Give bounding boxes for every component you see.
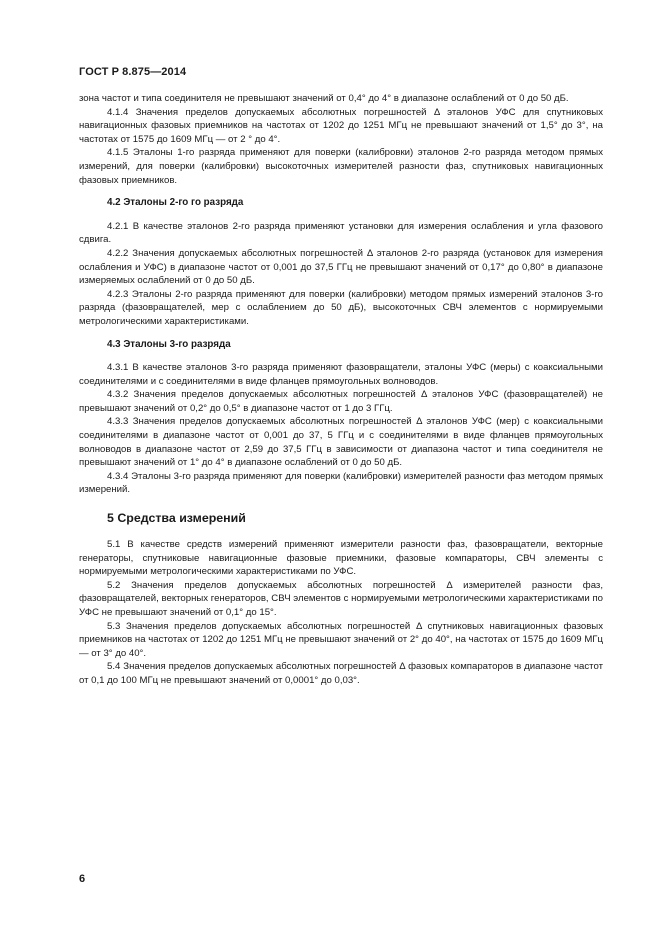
paragraph-4-3-3: 4.3.3 Значения пределов допускаемых абсолютных погрешностей Δ эталонов УФС (мер) с коаксиальными соединителями в диапазоне частот от 0,001 до 37, 5 ГГц и с соединителями в виде фланцев прямоугольных волноводов в диапазоне частот от 2,59 до 37,5 ГГц в зависимости от диапазона частот и типа соединителя не превышают значений от 1° до 4° в диапазоне ослаблений от 0 до 50 дБ. [79, 416, 603, 469]
subsection-heading-4-2: 4.2 Эталоны 2-го го разряда [107, 197, 244, 209]
paragraph-4-2-2: 4.2.2 Значения допускаемых абсолютных погрешностей Δ эталонов 2-го разряда (установок для измерения ослабления и УФС) в диапазоне частот от 0,001 до 37,5 ГГц не превышают значений от 0,17° до 0,80° в диапазоне измеряемых ослаблений от 0 до 50 дБ. [79, 247, 603, 287]
paragraph-4-3-2: 4.3.2 Значения пределов допускаемых абсолютных погрешностей Δ эталонов УФС (фазовращателей) не превышают значений от 0,2° до 0,5° в диапазоне частот от 1 до 3 ГГц. [79, 389, 603, 414]
paragraph-4-2-3: 4.2.3 Эталоны 2-го разряда применяют для поверки (калибровки) методом прямых измерений эталонов 3-го разряда (фазовращателей, мер с ослаблением до 50 дБ), высокоточных СВЧ элементов с нормируемыми метрологическими характеристиками. [79, 288, 603, 327]
page-content [79, 92, 603, 688]
paragraph-4-3-1: 4.3.1 В качестве эталонов 3-го разряда применяют фазовращатели, эталоны УФС (меры) с коаксиальными соединителями и с соединителями в виде фланцев прямоугольных волноводов. [79, 362, 603, 387]
paragraph-5-3: 5.3 Значения пределов допускаемых абсолютных погрешностей Δ спутниковых навигационных фазовых приемников на частотах от 1202 до 1251 МГц не превышают значений от 2° до 40°, на частотах от 1575 до 1609 МГц — от 3° до 40°. [79, 620, 603, 659]
paragraph-4-2-1: 4.2.1 В качестве эталонов 2-го разряда применяют установки для измерения ослабления и угла фазового сдвига. [79, 220, 603, 246]
paragraph-continuation: зона частот и типа соединителя не превышают значений от 0,4° до 4° в диапазоне ослаблений от 0 до 50 дБ. [79, 93, 569, 104]
page-number: 6 [79, 873, 86, 885]
paragraph-5-2: 5.2 Значения пределов допускаемых абсолютных погрешностей Δ измерителей разности фаз, фазовращателей, векторных генераторов, СВЧ элементов с нормируемыми метрологическими характеристиками по УФС не превышают значений от 0,1° до 15°. [79, 579, 603, 618]
subsection-heading-4-3: 4.3 Эталоны 3-го разряда [107, 338, 231, 350]
section-heading-5: 5 Средства измерений [107, 511, 246, 526]
document-code-header: ГОСТ Р 8.875—2014 [79, 66, 187, 78]
paragraph-5-4: 5.4 Значения пределов допускаемых абсолютных погрешностей Δ фазовых компараторов в диапазоне частот от 0,1 до 100 МГц не превышают значений от 0,0001° до 0,03°. [79, 661, 603, 686]
paragraph-4-1-4: 4.1.4 Значения пределов допускаемых абсолютных погрешностей Δ эталонов УФС для спутниковых навигационных фазовых приемников на частотах от 1202 до 1251 МГц не превышают значений от 1,5° до 3°, на частотах от 1575 до 1609 МГц — от 2 ° до 4°. [79, 106, 603, 145]
paragraph-4-1-5: 4.1.5 Эталоны 1-го разряда применяют для поверки (калибровки) эталонов 2-го разряда методом прямых измерений, для поверки (калибровки) высокоточных измерителей разности фаз, спутниковых навигационных фазовых приемников. [79, 147, 603, 186]
paragraph-5-1: 5.1 В качестве средств измерений применяют измерители разности фаз, фазовращатели, векторные генераторы, спутниковые навигационные фазовые приемники, фазовые компараторы, СВЧ элементы с нормируемыми метрологическими характеристиками по УФС. [79, 539, 603, 578]
paragraph-4-3-4: 4.3.4 Эталоны 3-го разряда применяют для поверки (калибровки) измерителей разности фаз методом прямых измерений. [79, 470, 603, 496]
